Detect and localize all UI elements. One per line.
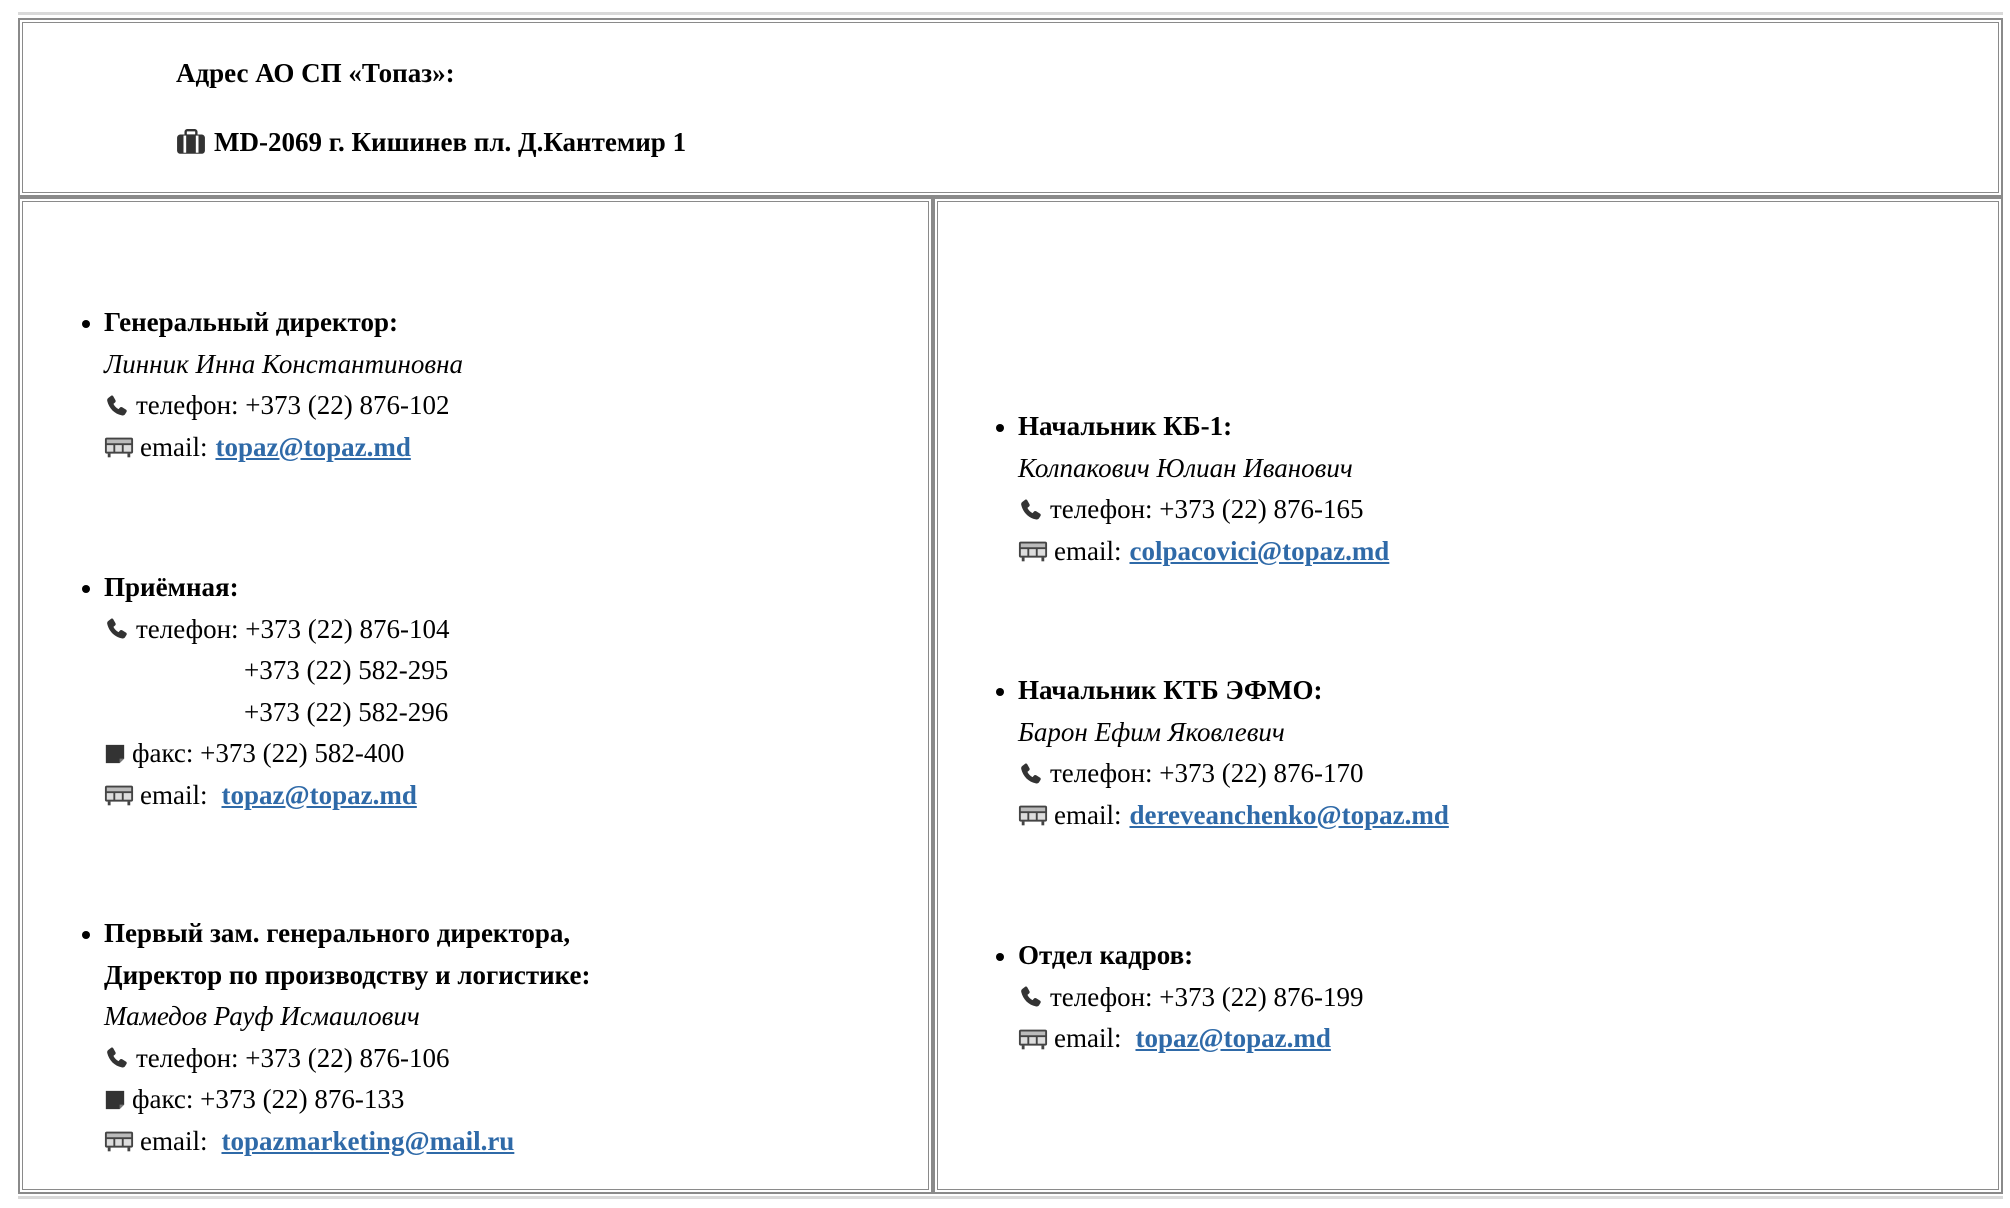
address-line: [176, 124, 686, 160]
email-row: [104, 1121, 591, 1163]
email-link[interactable]: topaz@topaz.md: [1135, 1023, 1331, 1053]
email-label: email:: [1054, 799, 1122, 830]
fax-number: +373 (22) 582-400: [200, 738, 405, 768]
email-link[interactable]: dereveanchenko@topaz.md: [1129, 799, 1449, 830]
phone-number: +373 (22) 876-165: [1159, 494, 1364, 524]
phone-number: +373 (22) 876-102: [245, 390, 450, 420]
phone-number: +373 (22) 876-170: [1159, 758, 1364, 788]
bullet: [996, 688, 1004, 696]
email-icon: [104, 783, 134, 807]
email-link[interactable]: topaz@topaz.md: [221, 779, 417, 810]
briefcase-icon: [176, 129, 206, 155]
contact-hr-department: [1018, 935, 1363, 1060]
phone-icon: [1018, 984, 1044, 1010]
contact-title: Генеральный директор:: [104, 307, 398, 337]
contact-name: Мамедов Рауф Исмаилович: [104, 1001, 420, 1031]
contact-title-line2: Директор по производству и логистике:: [104, 959, 591, 990]
phone-icon: [1018, 761, 1044, 787]
email-row: [1018, 795, 1449, 837]
email-icon: [104, 1129, 134, 1153]
phone-row: [104, 1038, 591, 1080]
contact-title: Первый зам. генерального директора,: [104, 918, 571, 948]
phone-icon: [1018, 497, 1044, 523]
phone-label: телефон:: [136, 613, 239, 644]
phone-number: +373 (22) 876-104: [245, 613, 450, 644]
phone-row: [104, 385, 463, 427]
email-icon: [1018, 539, 1048, 563]
phone-row: [104, 609, 449, 651]
address-title: Адрес АО СП «Топаз»:: [176, 58, 455, 88]
fax-icon: [104, 743, 126, 765]
contact-title: Начальник КТБ ЭФМО:: [1018, 675, 1323, 705]
bullet: [82, 931, 90, 939]
address-text: MD-2069 г. Кишинев пл. Д.Кантемир 1: [214, 127, 687, 157]
contact-reception: [104, 567, 449, 816]
phone-row: [1018, 753, 1449, 795]
email-link[interactable]: colpacovici@topaz.md: [1129, 535, 1390, 566]
phone-row: [1018, 489, 1389, 531]
fax-row: [104, 1079, 591, 1121]
contact-title: Приёмная:: [104, 572, 239, 602]
email-link[interactable]: topazmarketing@mail.ru: [221, 1125, 515, 1156]
phone-row: [1018, 977, 1363, 1019]
fax-label: факс:: [132, 738, 194, 768]
fax-icon: [104, 1089, 126, 1111]
bullet: [996, 953, 1004, 961]
phone-label: телефон:: [136, 390, 239, 420]
contact-name: Барон Ефим Яковлевич: [1018, 716, 1285, 747]
phone-number-extra: +373 (22) 582-295: [244, 655, 449, 685]
email-label: email:: [140, 779, 208, 810]
phone-icon: [104, 616, 130, 642]
bullet: [82, 320, 90, 328]
phone-label: телефон:: [1050, 758, 1153, 788]
contact-general-director: [104, 302, 463, 468]
email-row: [1018, 1018, 1363, 1060]
contact-name: Колпакович Юлиан Иванович: [1018, 452, 1353, 483]
phone-label: телефон:: [1050, 981, 1153, 1012]
fax-row: [104, 733, 449, 775]
email-label: email:: [1054, 1023, 1122, 1053]
phone-number: +373 (22) 876-106: [245, 1042, 450, 1073]
email-icon: [104, 435, 134, 459]
top-edge-line: [18, 12, 2003, 15]
email-row: [1018, 531, 1389, 573]
fax-number: +373 (22) 876-133: [200, 1084, 405, 1114]
phone-icon: [104, 393, 130, 419]
bullet: [996, 424, 1004, 432]
contact-title: Отдел кадров:: [1018, 940, 1194, 970]
email-label: email:: [140, 431, 208, 462]
email-label: email:: [140, 1125, 208, 1156]
email-link[interactable]: topaz@topaz.md: [215, 431, 411, 462]
phone-label: телефон:: [1050, 494, 1153, 524]
email-icon: [1018, 803, 1048, 827]
email-icon: [1018, 1027, 1048, 1051]
contact-head-kb1: [1018, 406, 1389, 572]
fax-label: факс:: [132, 1084, 194, 1114]
contact-first-deputy: [104, 913, 591, 1162]
contact-title: Начальник КБ-1:: [1018, 411, 1233, 441]
phone-label: телефон:: [136, 1042, 239, 1073]
email-row: [104, 775, 449, 817]
email-row: [104, 427, 463, 469]
bullet: [82, 585, 90, 593]
phone-icon: [104, 1045, 130, 1071]
phone-number: +373 (22) 876-199: [1159, 981, 1364, 1012]
email-label: email:: [1054, 535, 1122, 566]
contact-name: Линник Инна Константиновна: [104, 348, 464, 379]
phone-number-extra: +373 (22) 582-296: [244, 696, 449, 727]
address-section: [18, 18, 2003, 197]
contact-head-ktb: [1018, 670, 1449, 836]
bottom-edge-line: [18, 1196, 2003, 1199]
